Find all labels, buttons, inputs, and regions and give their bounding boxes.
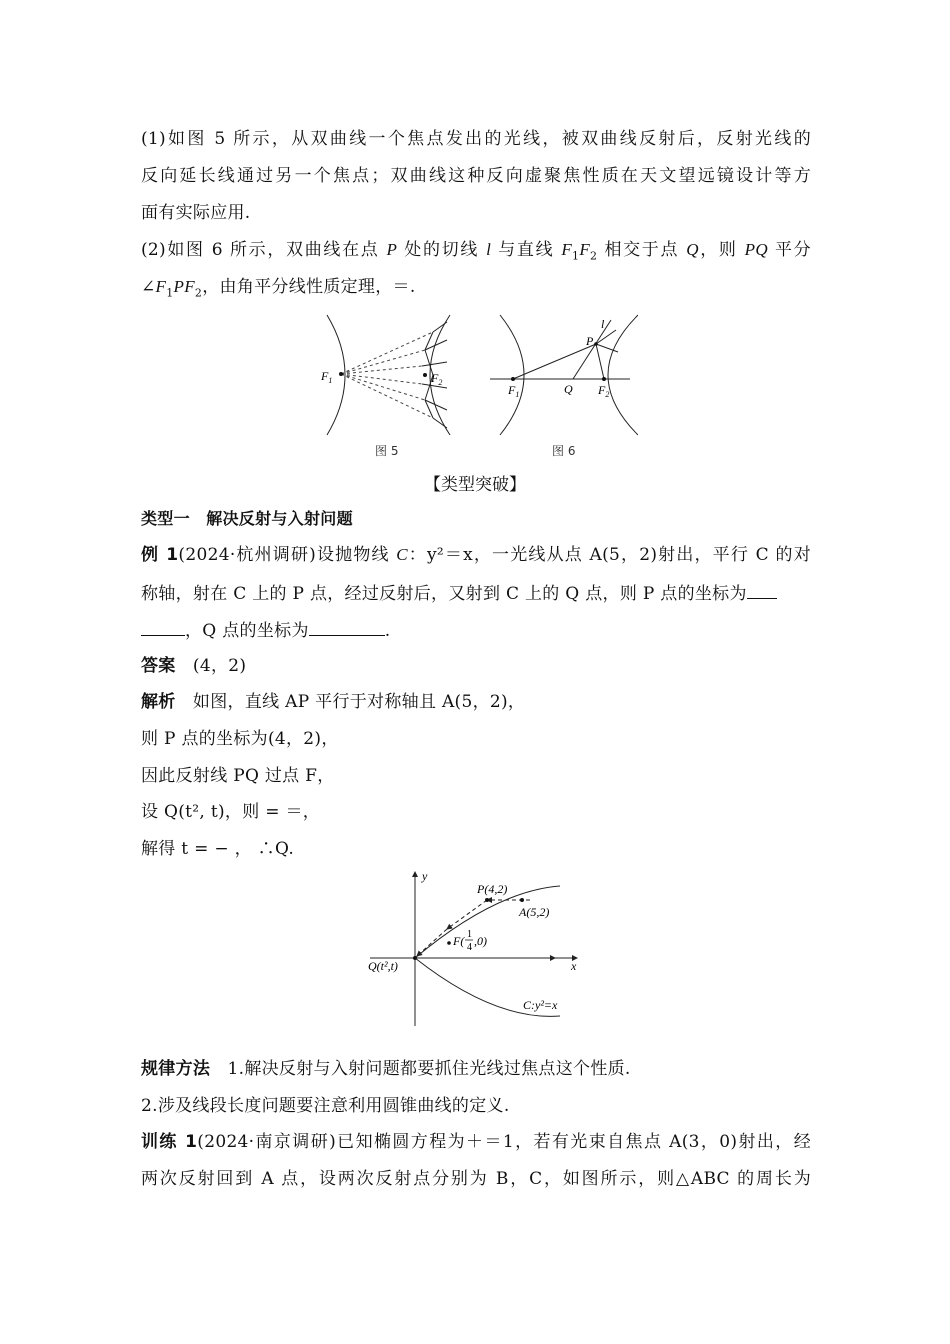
svg-text:F(: F( — [453, 934, 465, 948]
para1-line3: 面有实际应用. — [141, 203, 251, 223]
analysis-line1: 解析 如图，直线 AP 平行于对称轴且 A(5，2)， — [141, 692, 526, 712]
figure5-caption: 图 5 — [375, 444, 399, 458]
example-line3: ，Q 点的坐标为 . — [141, 617, 811, 643]
para1-line1: (1)如图 5 所示，从双曲线一个焦点发出的光线，被双曲线反射后，反射光线的 — [141, 129, 811, 149]
point-a-dot — [520, 898, 524, 902]
figure-parabola — [365, 866, 590, 1028]
training-line1: 训练 1(2024·南京调研)已知椭圆方程为＋＝1，若有光束自焦点 A(3，0)射出，经 — [141, 1132, 811, 1152]
point-p-dot — [594, 342, 598, 346]
analysis-line3: 因此反射线 PQ 过点 F， — [141, 766, 335, 786]
label-f1: $F_1$ — [508, 383, 520, 399]
label-f — [452, 929, 487, 953]
label-x: x — [571, 959, 577, 973]
focus-f-dot — [447, 941, 451, 945]
point-p-dot — [485, 898, 489, 902]
figure-6 — [488, 310, 638, 440]
answer-blank-1a[interactable] — [747, 580, 777, 599]
example-line2: 称轴，射在 C 上的 P 点，经过反射后，又射到 C 上的 Q 点，则 P 点的坐标为 — [141, 580, 811, 606]
line-pf1 — [513, 344, 596, 379]
method-line1: 规律方法 1.解决反射与入射问题都要抓住光线过焦点这个性质. — [141, 1059, 631, 1079]
analysis-line2: 则 P 点的坐标为(4，2)， — [141, 729, 339, 749]
svg-text:4: 4 — [467, 942, 472, 953]
tangent-line — [573, 320, 611, 379]
example-line1: 例 1(2024·杭州调研)设抛物线 C：y²＝x，一光线从点 A(5，2)射出，平行 C 的对 — [141, 545, 812, 565]
answer-blank-2[interactable] — [309, 617, 385, 636]
label-c: C:y²=x — [523, 998, 558, 1012]
answer-blank-1b[interactable] — [141, 617, 185, 636]
section-title: 【类型突破】 — [424, 475, 526, 495]
focus-f1-dot — [511, 377, 515, 381]
ray-out-2 — [596, 344, 618, 352]
line-pf2 — [596, 344, 604, 379]
focus-f2-dot — [602, 377, 606, 381]
figure-5 — [315, 310, 465, 440]
para1-line2: 反向延长线通过另一个焦点；双曲线这种反向虚聚焦性质在天文望远镜设计等方 — [141, 166, 811, 186]
label-y: y — [422, 869, 428, 883]
answer-line: 答案 (4，2) — [141, 656, 247, 676]
label-q: Q(t²,t) — [368, 959, 398, 973]
label-f1: $F_1$ — [321, 369, 333, 385]
svg-text:,0): ,0) — [474, 934, 487, 948]
label-f2: $F_2$ — [598, 383, 610, 399]
method-line2: 2.涉及线段长度问题要注意利用圆锥曲线的定义. — [141, 1096, 510, 1116]
analysis-line4: 设 Q(t², t)，则 = ＝， — [141, 802, 321, 822]
label-q: Q — [564, 382, 573, 396]
analysis-line5: 解得 t = − ， ∴Q. — [141, 839, 295, 859]
label-p: P — [586, 334, 594, 348]
label-l: l — [601, 317, 605, 331]
svg-text:1: 1 — [467, 929, 472, 940]
training-line2: 两次反射回到 A 点，设两次反射点分别为 B，C，如图所示，则△ABC 的周长为 — [141, 1169, 811, 1189]
focus-f1-dot — [339, 372, 343, 376]
para2-line1: (2)如图 6 所示，双曲线在点 P 处的切线 l 与直线 $F_1F_2$ 相交于点 Q，则 PQ 平分 — [141, 240, 811, 263]
type-heading: 类型一 解决反射与入射问题 — [141, 509, 353, 528]
para2-line2: $\angle F_1PF_2$，由角平分线性质定理，＝. — [141, 277, 416, 300]
figure6-caption: 图 6 — [552, 444, 576, 458]
ray-out — [596, 330, 616, 344]
hyperbola-left-branch — [500, 315, 524, 435]
label-p: P(4,2) — [477, 882, 508, 896]
point-q-dot — [413, 956, 417, 960]
label-a: A(5,2) — [519, 905, 550, 919]
focus-f2-dot — [423, 373, 427, 377]
label-f2: $F_2$ — [431, 371, 443, 387]
dashed-rays — [341, 332, 433, 418]
